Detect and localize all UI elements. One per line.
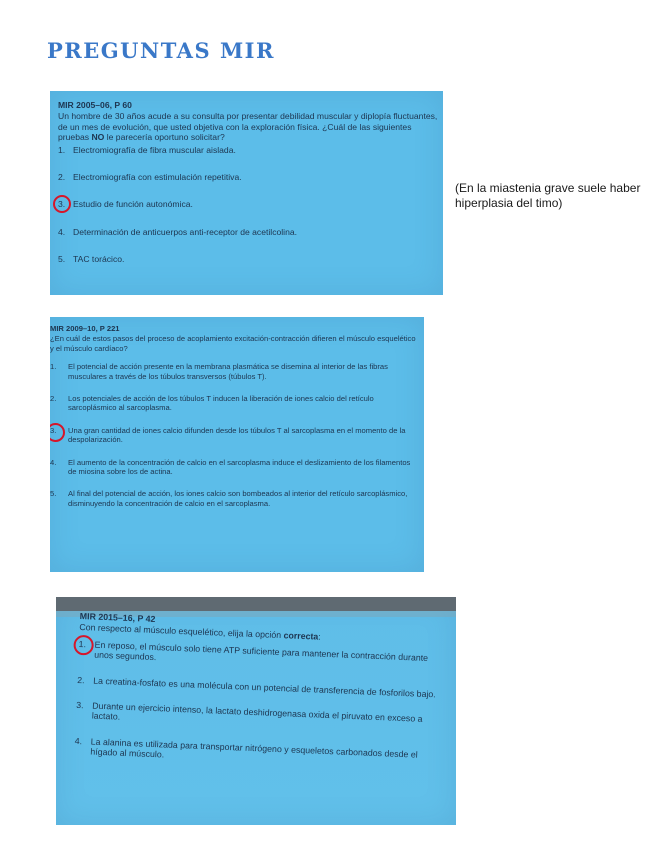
option-number: 1.	[50, 362, 57, 372]
option-number: 5.	[50, 489, 57, 499]
side-note: (En la miastenia grave suele haber hiperplasia del timo)	[455, 181, 641, 210]
option-number: 3.	[50, 425, 57, 435]
option-number: 4.	[58, 226, 66, 237]
answer-option	[58, 172, 440, 182]
answer-option	[58, 227, 440, 237]
answer-option	[58, 199, 440, 209]
question-stem: Con respecto al músculo esquelético, elija la opción correcta:	[79, 622, 321, 643]
option-text: Al final del potencial de acción, los iones calcio son bombeados al interior del retículo sarcoplásmico, disminuyendo la concentración de calcio en el sarcoplasma.	[68, 489, 408, 508]
options-list	[58, 145, 440, 265]
option-number: 3.	[58, 199, 66, 210]
options-list	[50, 362, 420, 508]
option-text: Una gran cantidad de iones calcio difunden desde los túbulos T al sarcoplasma en el momento de la despolarización.	[68, 425, 406, 445]
question-id: MIR 2005–06, P 60	[58, 100, 132, 110]
answer-option	[50, 394, 420, 413]
answer-option	[50, 362, 420, 381]
answer-option	[74, 736, 445, 772]
answer-option	[50, 426, 420, 445]
selected-answer-circle	[53, 195, 71, 213]
answer-option	[50, 458, 420, 477]
question-id: MIR 2009–10, P 221	[50, 324, 120, 333]
question-id: MIR 2015–16, P 42	[79, 611, 156, 625]
answer-option	[50, 489, 420, 508]
page-title: PREGUNTAS MIR	[47, 38, 275, 63]
option-text: La alanina es utilizada para transportar nitrógeno y esqueletos carbonados desde el hígado al músculo.	[90, 736, 418, 760]
option-number: 4.	[50, 457, 57, 467]
option-text: El aumento de la concentración de calcio en el sarcoplasma induce el deslizamiento de los filamentos de miosina sobre los de actina.	[68, 457, 411, 477]
option-text: La creatina-fosfato es una molécula con un potencial de transferencia de fosforilos bajo.	[93, 675, 436, 699]
answer-option	[58, 254, 440, 264]
question-stem: ¿En cuál de estos pasos del proceso de acoplamiento excitación-contracción difieren el músculo esquelético y el músculo cardíaco?	[50, 334, 416, 353]
question-slide-1	[50, 91, 443, 295]
option-number: 2.	[50, 394, 57, 404]
option-text: Durante un ejercicio intenso, la lactato deshidrogenasa oxida el piruvato en exceso a lactato.	[91, 700, 423, 724]
option-number: 1.	[58, 144, 66, 155]
option-number: 2.	[58, 172, 66, 183]
question-stem: Un hombre de 30 años acude a su consulta por presentar debilidad muscular y diplopía fluctuantes, de un mes de evolución, que usted objetiva con la exploración física. ¿Cuál de las siguientes pruebas NO le parecería oportuno solicitar?	[58, 111, 438, 143]
question-slide-3	[56, 597, 456, 825]
options-list	[74, 639, 448, 772]
option-text: Estudio de función autonómica.	[73, 199, 193, 210]
option-number: 3.	[76, 699, 84, 711]
slide-top-band	[56, 597, 456, 611]
option-text: Los potenciales de acción de los túbulos T inducen la liberación de iones calcio del retículo sarcoplásmico al sarcoplasma.	[68, 394, 374, 413]
option-number: 2.	[77, 674, 85, 685]
option-number: 4.	[74, 735, 83, 747]
option-text: El potencial de acción presente en la membrana plasmática se disemina al interior de las fibras musculares a través de los túbulos transversos (túbulos T).	[68, 362, 388, 381]
answer-option	[58, 145, 440, 155]
answer-option	[76, 700, 447, 736]
option-text: En reposo, el músculo solo tiene ATP suficiente para mantener la contracción durante unos segundos.	[94, 639, 429, 663]
option-text: Determinación de anticuerpos anti-receptor de acetilcolina.	[73, 226, 298, 237]
option-text: Electromiografía con estimulación repetitiva.	[73, 172, 242, 183]
option-text: Electromiografía de fibra muscular aislada.	[73, 144, 236, 155]
question-slide-2	[50, 317, 424, 572]
option-number: 1.	[78, 638, 87, 650]
answer-option	[77, 675, 447, 700]
option-text: TAC torácico.	[73, 254, 125, 265]
option-number: 5.	[58, 254, 66, 265]
